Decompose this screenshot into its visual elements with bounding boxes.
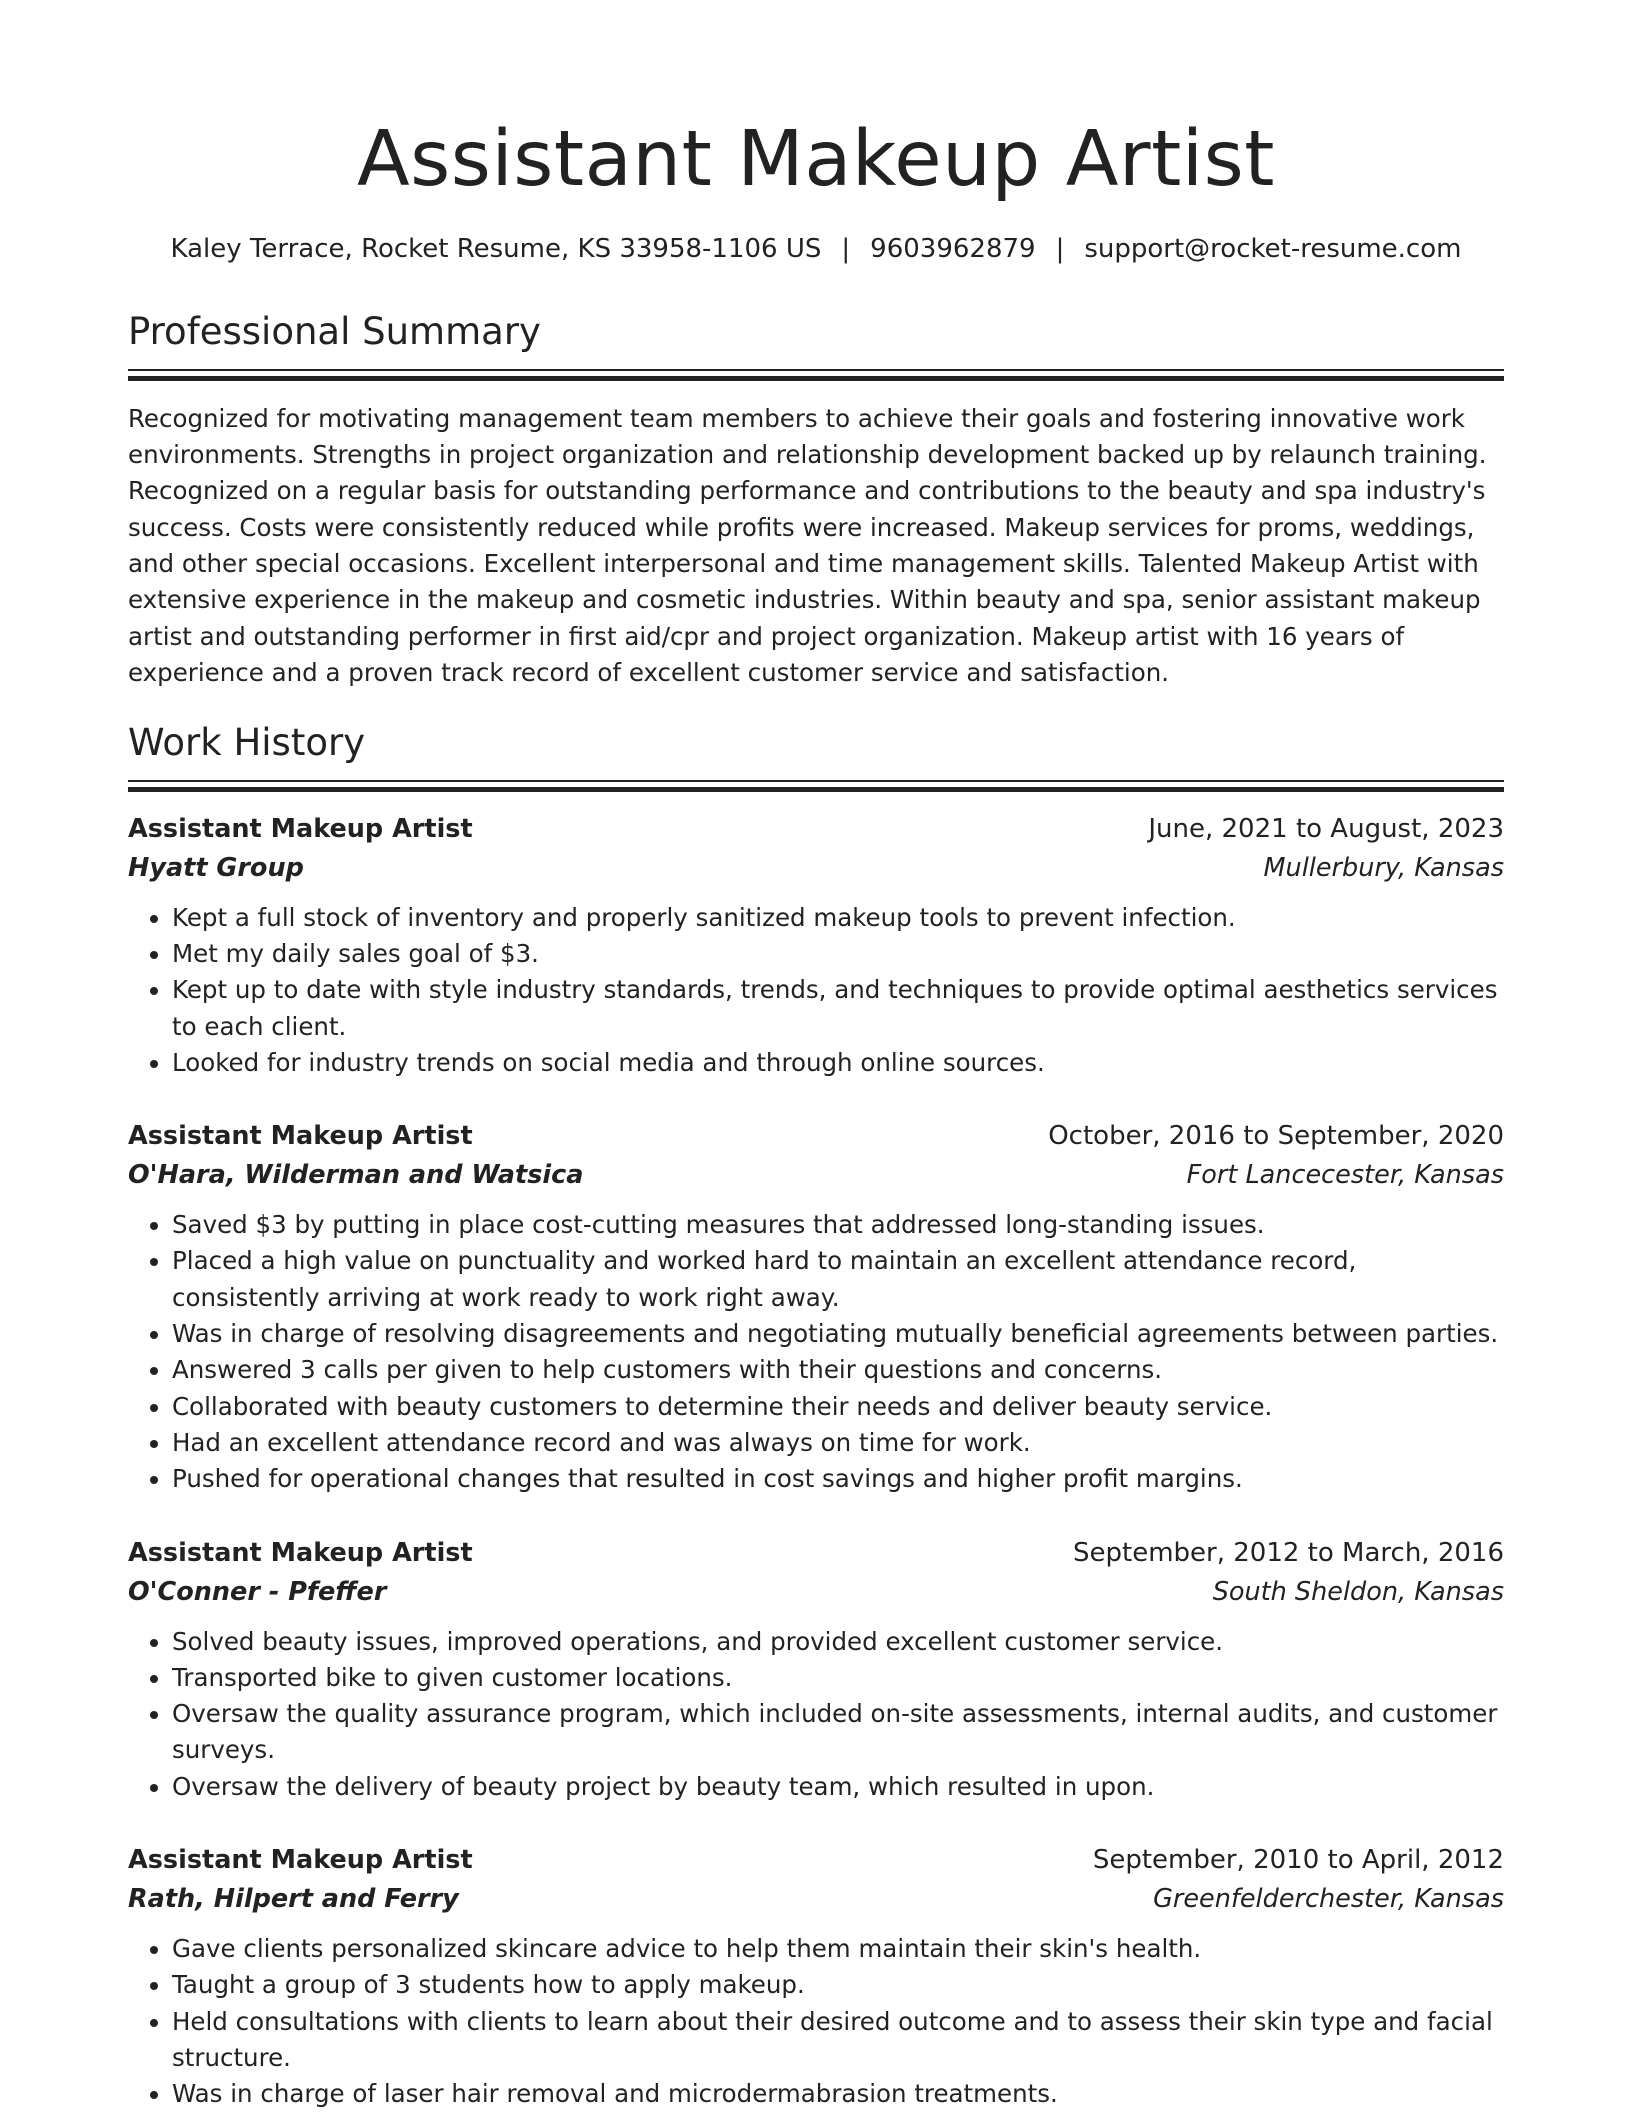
job-bullet: • Met my daily sales goal of $3.: [172, 936, 1504, 972]
job-bullets: [128, 900, 1504, 1081]
job-entry: [128, 1534, 1504, 1805]
section-divider: [128, 780, 1504, 792]
job-bullet: • Oversaw the delivery of beauty project by beauty team, which resulted in upon.: [172, 1769, 1504, 1805]
job-bullet: • Solved beauty issues, improved operations, and provided excellent customer service.: [172, 1624, 1504, 1660]
job-bullet: • Kept up to date with style industry standards, trends, and techniques to provide optimal aesthetics services to each client.: [172, 972, 1504, 1045]
job-bullet: • Transported bike to given customer locations.: [172, 1660, 1504, 1696]
job-company: O'Conner - Pfeffer: [128, 1576, 387, 1607]
job-bullet: • Saved $3 by putting in place cost-cutting measures that addressed long-standing issues.: [172, 1207, 1504, 1243]
job-title: Assistant Makeup Artist: [128, 813, 473, 844]
job-bullet: • Was in charge of resolving disagreements and negotiating mutually beneficial agreements between parties.: [172, 1316, 1504, 1352]
job-bullet: • Oversaw the quality assurance program, which included on-site assessments, internal audits, and customer surveys.: [172, 1696, 1504, 1769]
contact-separator: |: [1055, 233, 1065, 264]
section-divider: [128, 369, 1504, 381]
section-heading: Work History: [128, 721, 366, 765]
job-bullet: • Pushed for operational changes that resulted in cost savings and higher profit margins.: [172, 1461, 1504, 1497]
job-entry: [128, 810, 1504, 1081]
professional-summary-section: [128, 310, 1504, 691]
job-bullets: [128, 1624, 1504, 1805]
job-bullet: • Was in charge of laser hair removal and microdermabrasion treatments.: [172, 2076, 1504, 2112]
job-entry: [128, 1841, 1504, 2112]
job-title: Assistant Makeup Artist: [128, 1537, 473, 1568]
job-location: Fort Lancecester, Kansas: [1186, 1160, 1504, 1191]
job-dates: October, 2016 to September, 2020: [1048, 1121, 1504, 1152]
job-bullet: • Had an excellent attendance record and was always on time for work.: [172, 1425, 1504, 1461]
summary-paragraph: Recognized for motivating management team members to achieve their goals and fostering innovative work environments. Strengths in project organization and relationship development backed up by relaunch training. Recognized on a regular basis for outstanding performance and contributions to the beauty and spa industry's success. Costs were consistently reduced while profits were increased. Makeup services for proms, weddings, and other special occasions. Excellent interpersonal and time management skills. Talented Makeup Artist with extensive experience in the makeup and cosmetic industries. Within beauty and spa, senior assistant makeup artist and outstanding performer in first aid/cpr and project organization. Makeup artist with 16 years of experience and a proven track record of excellent customer service and satisfaction.: [128, 403, 1487, 687]
job-bullet: • Kept a full stock of inventory and properly sanitized makeup tools to prevent infection.: [172, 900, 1504, 936]
contact-phone: 9603962879: [870, 233, 1036, 264]
work-history-section: [128, 721, 1504, 2112]
job-dates: September, 2010 to April, 2012: [1092, 1844, 1504, 1875]
job-location: Mullerbury, Kansas: [1263, 852, 1504, 883]
job-bullet: • Looked for industry trends on social media and through online sources.: [172, 1045, 1504, 1081]
job-company: Hyatt Group: [128, 852, 304, 883]
resume-title: Assistant Makeup Artist: [357, 115, 1275, 204]
job-bullet: • Gave clients personalized skincare advice to help them maintain their skin's health.: [172, 1931, 1504, 1967]
job-title: Assistant Makeup Artist: [128, 1121, 473, 1152]
contact-address: Kaley Terrace, Rocket Resume, KS 33958-1106 US: [170, 233, 822, 264]
contact-line: [128, 233, 1504, 267]
job-company: O'Hara, Wilderman and Watsica: [128, 1160, 584, 1191]
job-dates: September, 2012 to March, 2016: [1073, 1537, 1504, 1568]
job-bullet: • Placed a high value on punctuality and worked hard to maintain an excellent attendance record, consistently arriving at work ready to work right away.: [172, 1243, 1504, 1316]
job-title: Assistant Makeup Artist: [128, 1844, 473, 1875]
job-bullet: • Answered 3 calls per given to help customers with their questions and concerns.: [172, 1352, 1504, 1388]
contact-separator: |: [841, 233, 851, 264]
job-dates: June, 2021 to August, 2023: [1148, 813, 1504, 844]
job-bullets: [128, 1931, 1504, 2112]
job-location: South Sheldon, Kansas: [1212, 1576, 1504, 1607]
section-heading: Professional Summary: [128, 310, 541, 354]
job-bullet: • Taught a group of 3 students how to apply makeup.: [172, 1967, 1504, 2003]
job-company: Rath, Hilpert and Ferry: [128, 1883, 459, 1914]
job-entry: [128, 1117, 1504, 1497]
job-bullet: • Collaborated with beauty customers to determine their needs and deliver beauty service.: [172, 1389, 1504, 1425]
job-bullet: • Held consultations with clients to learn about their desired outcome and to assess their skin type and facial structure.: [172, 2004, 1504, 2077]
contact-email: support@rocket-resume.com: [1084, 233, 1462, 264]
job-bullets: [128, 1207, 1504, 1497]
job-location: Greenfelderchester, Kansas: [1153, 1883, 1504, 1914]
